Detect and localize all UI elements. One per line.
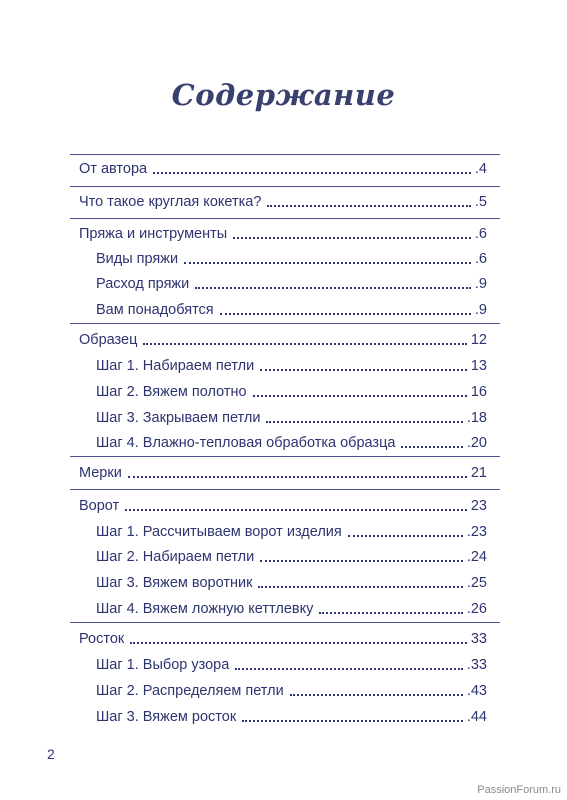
toc-entry-page: .5 bbox=[474, 194, 487, 210]
page-number: 2 bbox=[47, 746, 55, 762]
toc-subentry[interactable] bbox=[96, 406, 487, 428]
toc-entry[interactable] bbox=[79, 328, 487, 350]
toc-subentry[interactable] bbox=[96, 354, 487, 376]
dot-leader bbox=[266, 421, 462, 423]
toc-entry-page: .9 bbox=[474, 302, 487, 318]
dot-leader bbox=[143, 343, 466, 345]
toc-entry-page: 12 bbox=[470, 332, 487, 348]
toc-subentry[interactable] bbox=[96, 653, 487, 675]
toc-entry-page: .26 bbox=[466, 601, 487, 617]
section-divider bbox=[70, 154, 500, 155]
toc-entry[interactable] bbox=[79, 190, 487, 212]
toc-entry-page: 21 bbox=[470, 465, 487, 481]
section-divider bbox=[70, 622, 500, 623]
dot-leader bbox=[195, 287, 471, 289]
dot-leader bbox=[130, 642, 467, 644]
toc-subentry[interactable] bbox=[96, 597, 487, 619]
toc-entry-title: Шаг 3. Вяжем росток bbox=[96, 709, 237, 725]
toc-entry-title: Виды пряжи bbox=[96, 251, 179, 267]
toc-entry-title: Шаг 1. Набираем петли bbox=[96, 358, 255, 374]
toc-subentry[interactable] bbox=[96, 545, 487, 567]
toc-entry-title: Росток bbox=[79, 631, 125, 647]
dot-leader bbox=[128, 476, 467, 478]
toc-entry-page: 33 bbox=[470, 631, 487, 647]
toc-entry-page: .18 bbox=[466, 410, 487, 426]
toc-subentry[interactable] bbox=[96, 272, 487, 294]
section-divider bbox=[70, 456, 500, 457]
dot-leader bbox=[184, 262, 471, 264]
toc-entry-page: .43 bbox=[466, 683, 487, 699]
toc-entry-page: 23 bbox=[470, 498, 487, 514]
toc-entry-title: Шаг 3. Закрываем петли bbox=[96, 410, 261, 426]
dot-leader bbox=[253, 395, 467, 397]
toc-entry-page: .23 bbox=[466, 524, 487, 540]
toc-entry[interactable] bbox=[79, 627, 487, 649]
toc-subentry[interactable] bbox=[96, 705, 487, 727]
dot-leader bbox=[235, 668, 463, 670]
dot-leader bbox=[153, 172, 471, 174]
toc-entry-title: Шаг 4. Вяжем ложную кеттлевку bbox=[96, 601, 314, 617]
toc-entry-title: От автора bbox=[79, 161, 148, 177]
toc-entry-title: Шаг 2. Вяжем полотно bbox=[96, 384, 247, 400]
dot-leader bbox=[258, 586, 462, 588]
dot-leader bbox=[260, 369, 467, 371]
watermark: PassionForum.ru bbox=[477, 784, 561, 796]
toc-entry-page: 13 bbox=[470, 358, 487, 374]
dot-leader bbox=[267, 205, 471, 207]
toc-entry-page: .33 bbox=[466, 657, 487, 673]
toc-entry-title: Шаг 3. Вяжем воротник bbox=[96, 575, 253, 591]
toc-entry-title: Шаг 2. Распределяем петли bbox=[96, 683, 284, 699]
dot-leader bbox=[260, 560, 463, 562]
dot-leader bbox=[319, 612, 462, 614]
toc-entry-page: .9 bbox=[474, 276, 487, 292]
toc-entry-title: Мерки bbox=[79, 465, 122, 481]
dot-leader bbox=[242, 720, 463, 722]
page-title: Содержание bbox=[171, 78, 396, 112]
dot-leader bbox=[348, 535, 463, 537]
toc-entry-page: .4 bbox=[474, 161, 487, 177]
dot-leader bbox=[220, 313, 471, 315]
toc-entry-page: .44 bbox=[466, 709, 487, 725]
section-divider bbox=[70, 489, 500, 490]
toc-entry-title: Расход пряжи bbox=[96, 276, 190, 292]
toc-entry-title: Пряжа и инструменты bbox=[79, 226, 228, 242]
toc-entry-page: .6 bbox=[474, 251, 487, 267]
toc-subentry[interactable] bbox=[96, 247, 487, 269]
toc-entry-page: .24 bbox=[466, 549, 487, 565]
toc-entry-title: Шаг 1. Рассчитываем ворот изделия bbox=[96, 524, 342, 540]
toc-entry[interactable] bbox=[79, 461, 487, 483]
toc-entry[interactable] bbox=[79, 157, 487, 179]
toc-entry-title: Шаг 1. Выбор узора bbox=[96, 657, 230, 673]
dot-leader bbox=[401, 446, 462, 448]
dot-leader bbox=[233, 237, 471, 239]
section-divider bbox=[70, 323, 500, 324]
toc-subentry[interactable] bbox=[96, 380, 487, 402]
toc-entry-page: 16 bbox=[470, 384, 487, 400]
section-divider bbox=[70, 218, 500, 219]
toc-entry-title: Шаг 4. Влажно-тепловая обработка образца bbox=[96, 435, 396, 451]
toc-subentry[interactable] bbox=[96, 520, 487, 542]
dot-leader bbox=[125, 509, 467, 511]
toc-entry-title: Что такое круглая кокетка? bbox=[79, 194, 262, 210]
toc-entry-page: .20 bbox=[466, 435, 487, 451]
toc-entry-title: Шаг 2. Набираем петли bbox=[96, 549, 255, 565]
toc-subentry[interactable] bbox=[96, 431, 487, 453]
toc-subentry[interactable] bbox=[96, 298, 487, 320]
toc-entry[interactable] bbox=[79, 222, 487, 244]
toc-entry-page: .25 bbox=[466, 575, 487, 591]
toc-entry-title: Образец bbox=[79, 332, 138, 348]
toc-subentry[interactable] bbox=[96, 679, 487, 701]
toc-subentry[interactable] bbox=[96, 571, 487, 593]
toc-entry-title: Ворот bbox=[79, 498, 120, 514]
dot-leader bbox=[290, 694, 463, 696]
toc-entry[interactable] bbox=[79, 494, 487, 516]
toc-entry-title: Вам понадобятся bbox=[96, 302, 214, 318]
section-divider bbox=[70, 186, 500, 187]
toc-entry-page: .6 bbox=[474, 226, 487, 242]
